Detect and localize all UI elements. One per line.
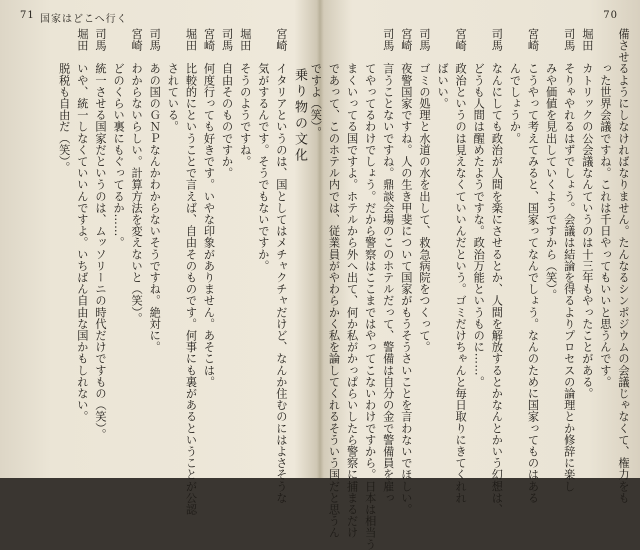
text-line: 司馬 言うことないですね。鼎談会場のこのホテルだって、警備は自分の金で警備員を雇っ [381, 28, 395, 504]
text-line: 堀田 いや、統一しなくていいんですよ。いちばん自由な国かもしれない。 [75, 28, 89, 423]
text-line: されている。 [166, 28, 180, 133]
text-line: 宮崎 イタリアというのは、国としてはメチャクチャだけど、なんか住むのにはよさそうな [274, 28, 288, 504]
text-line: 備させるようにしなければなりません。たんなるシンポジウムの会議じゃなくて、権力をも [617, 28, 630, 504]
text-line: 宮崎 何度行っても好きです。いやな印象がありません。あそこは。 [202, 28, 216, 388]
text-line: 司馬 ゴミの処理と水道の水を出して、救急病院をつくって。 [417, 28, 431, 353]
left-page [0, 0, 318, 516]
text-line: 宮崎 政治というのは見えなくていいんだという。ゴミだけちゃんと毎日取りにきてくれれ [454, 28, 468, 504]
text-line: 宮崎 こうやって考えてみると、国家ってなんでしょう。なんのために国家ってものはある [526, 28, 540, 504]
right-page-number: 70 [603, 10, 618, 21]
text-line: んでしょうか。 [508, 28, 522, 144]
running-title: 国家はどこへ行く [40, 14, 128, 25]
text-line: 堀田 カトリックの公会議なんていうのは十三年もやったことがある。 [580, 28, 594, 400]
right-page [309, 0, 640, 550]
text-line: 堀田 比較的にということで言えば、自由そのものです。何事にも裏があるということが公認 [184, 28, 198, 516]
text-line: 司馬 そりゃやれるはずでしょう。会議は結論を得るよりプロセスの論理とか修辞に楽し [562, 28, 576, 492]
text-line: どのくらい裏にもぐってるか……。 [112, 28, 126, 249]
left-page-text [8, 28, 308, 516]
text-line: てやってるわけでしょう。だから警察はここまではやってこないわけですから。日本は相当う [363, 28, 377, 550]
text-line: 宮崎 わからないらしい。計算方法を変えないと（笑）。 [130, 28, 144, 324]
text-line: ばいい。 [436, 28, 450, 110]
left-page-number: 71 [20, 10, 35, 21]
text-line: みや価値を見出していくようですから（笑）。 [544, 28, 558, 301]
text-line: 脱税も自由だ（笑）。 [57, 28, 71, 174]
right-page-text [309, 28, 632, 550]
text-line: まくいってる国ですよ。ホテルから外へ出て、何か私がかっぱらいしたら警察に捕まるだけ [345, 28, 359, 539]
text-line: 司馬 自由そのものですか。 [220, 28, 234, 179]
text-line: った世界会議ですね。これは千日やってもいいと思うんです。 [598, 28, 612, 388]
text-line: どうも人間は醒めたようですな。政治万能というものに……。 [472, 28, 486, 388]
text-line: ですよ（笑）。 [309, 28, 323, 139]
text-line: であって、このホテル内では、従業員がやわらかく私を論してくれるそういう国だと思うん [327, 28, 341, 539]
text-line: 司馬 あの国のＧＮＰなんかわからないそうですね。絶対に。 [148, 28, 162, 353]
text-line: 気がするんです。そうでもないですか。 [256, 28, 270, 272]
text-line: 堀田 そうのようですね。 [238, 28, 252, 168]
text-line: 司馬 なんにしても政治が人間を楽にさせるとか、人間を解放するとかなんとかいう幻想は、 [490, 28, 504, 516]
section-heading: 乗り物の文化 [292, 68, 307, 164]
text-line: 司馬 統一させる国家だというのは、ムッソリーニの時代だけですもの（笑）。 [93, 28, 107, 440]
text-line: 宮崎 夜警国家ですね。人の生き甲斐について国家がもうそうさいことを言わないでほしい。 [399, 28, 413, 516]
